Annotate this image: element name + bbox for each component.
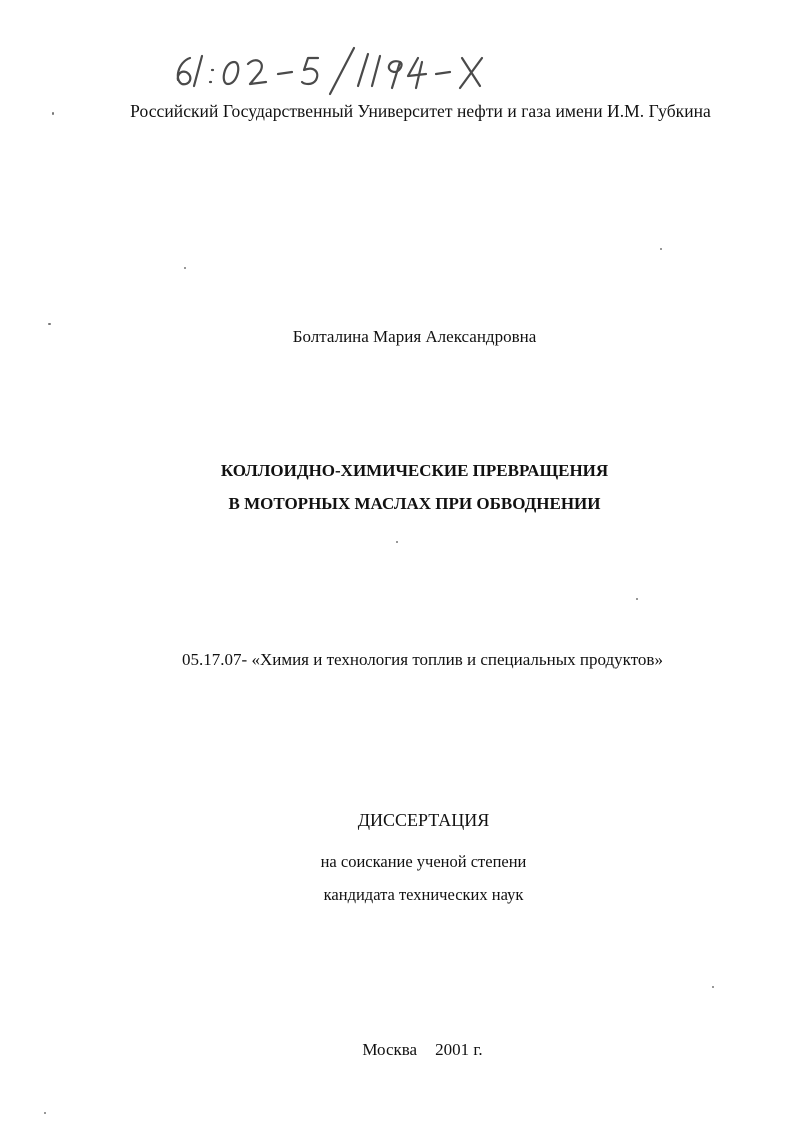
title-line-1: КОЛЛОИДНО-ХИМИЧЕСКИЕ ПРЕВРАЩЕНИЯ xyxy=(220,461,609,480)
scan-speck xyxy=(48,323,51,325)
degree-line-2: кандидата технических наук xyxy=(323,885,524,904)
handwritten-catalog-number xyxy=(168,40,628,100)
scan-speck xyxy=(396,541,398,543)
dissertation-title xyxy=(18,454,793,520)
scan-speck xyxy=(52,112,54,115)
city: Москва xyxy=(362,1040,418,1059)
place-and-year xyxy=(26,1040,793,1060)
degree-description xyxy=(27,845,793,911)
scan-speck xyxy=(184,267,186,269)
year: 2001 г. xyxy=(435,1040,483,1059)
university-name: Российский Государственный Университет нефти и газа имени И.М. Губкина xyxy=(130,101,711,121)
scan-speck xyxy=(636,598,638,600)
title-line-2: В МОТОРНЫХ МАСЛАХ ПРИ ОБВОДНЕНИИ xyxy=(228,494,601,513)
specialty-code: 05.17.07- «Химия и технология топлив и специальных продуктов» xyxy=(182,650,663,669)
document-type: ДИССЕРТАЦИЯ xyxy=(357,810,490,830)
author-name: Болталина Мария Александровна xyxy=(292,327,537,346)
scan-speck xyxy=(660,248,662,250)
scan-speck xyxy=(712,986,714,988)
scan-speck xyxy=(44,1112,46,1114)
degree-line-1: на соискание ученой степени xyxy=(320,852,527,871)
